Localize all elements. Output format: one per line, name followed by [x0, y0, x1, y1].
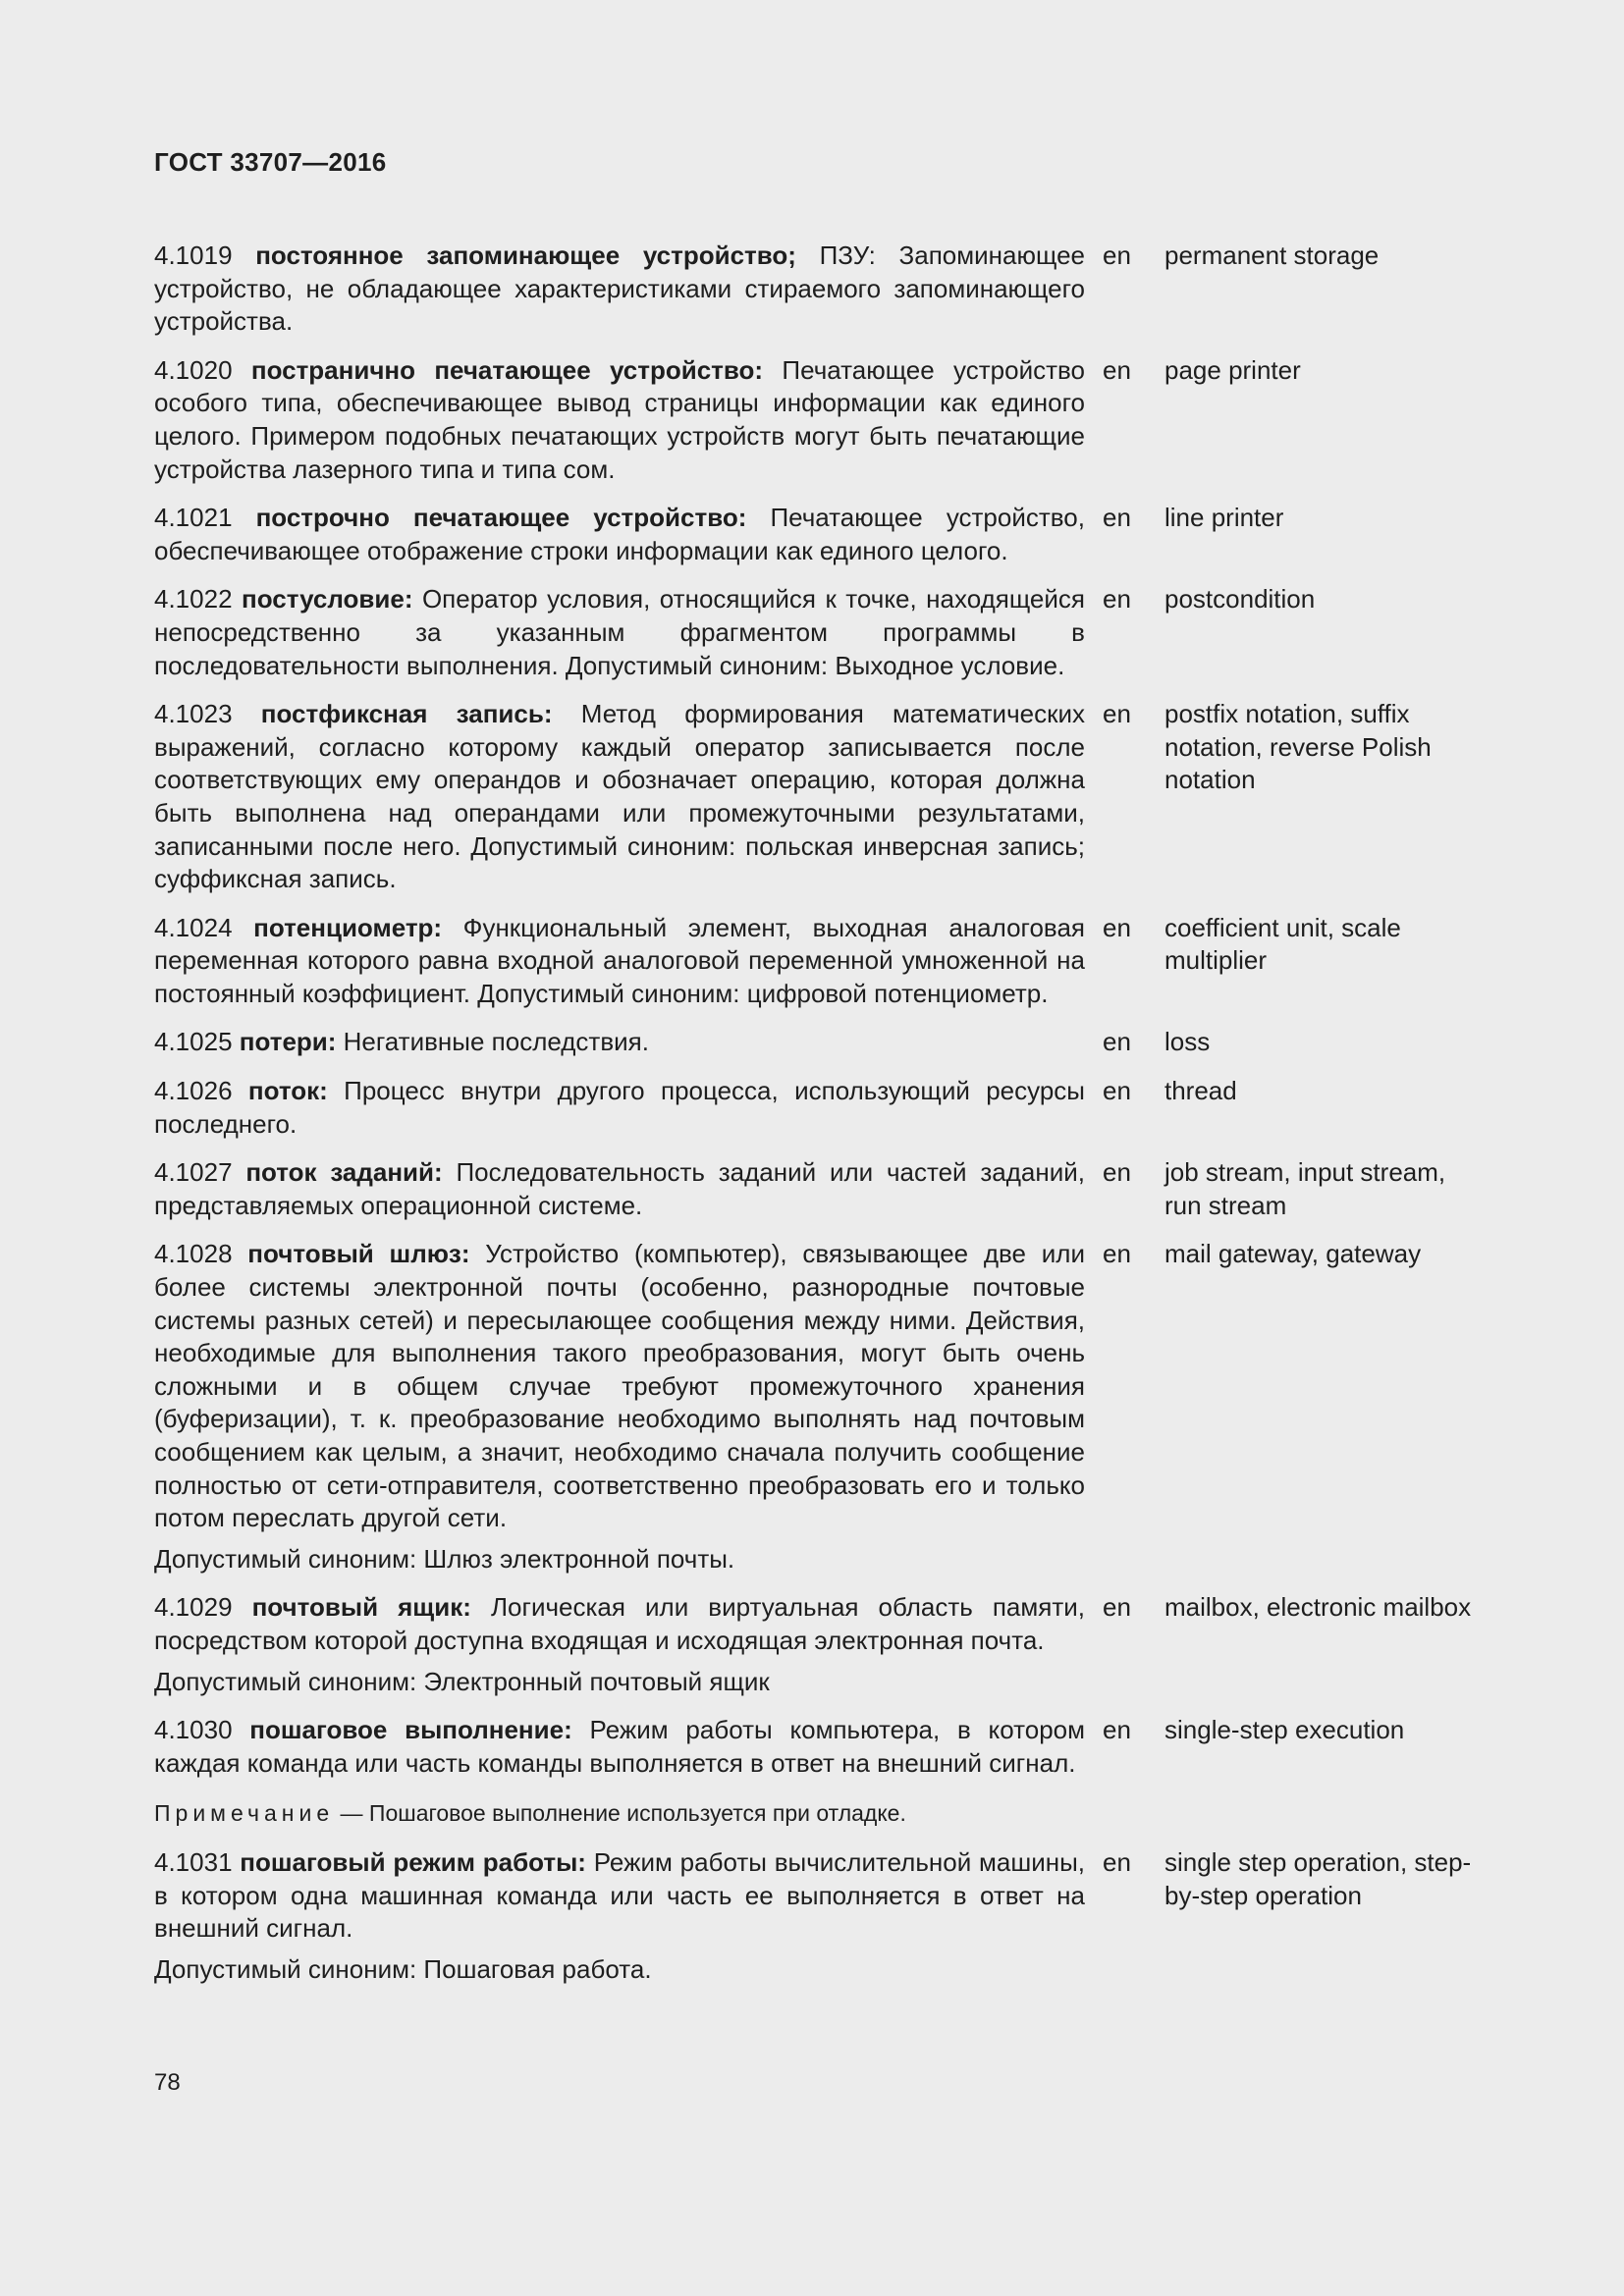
language-code: en — [1103, 503, 1131, 533]
term-entry-4-1022 — [154, 583, 1529, 682]
term-entry-4-1024 — [154, 912, 1529, 1011]
term-text: Последовательность заданий или частей заданий, представляемых операционной системе. — [154, 1157, 1085, 1220]
term-name: построчно печатающее устройство: — [255, 503, 747, 533]
synonym-line: Допустимый синоним: Шлюз электронной почты. — [154, 1543, 735, 1574]
term-number: 4.1024 — [154, 912, 233, 942]
language-code: en — [1103, 1715, 1131, 1745]
term-name: постфиксная запись: — [260, 699, 553, 729]
term-name: потенциометр: — [253, 912, 443, 942]
language-code: en — [1103, 1846, 1131, 1877]
term-name: постранично печатающее устройство: — [250, 354, 764, 385]
note-label: Примечание — [154, 1800, 335, 1827]
term-definition — [154, 1714, 1085, 1831]
term-text: Режим работы вычислительной машины, в котором одна машинная команда или часть ее выполняется в ответ на внешний сигнал. — [154, 1846, 1085, 1944]
term-text: Метод формирования математических выражений, согласно которому каждый оператор записывается после соответствующих ему операндов и обозначает операцию, которая должна быть выполнена над операндами или промежуточными результатами, записанными после него. Допустимый синоним: польская инверсная запись; суффиксная запись. — [154, 699, 1085, 894]
term-definition — [154, 1075, 1085, 1141]
term-definition — [154, 354, 1085, 486]
term-name: пошаговое выполнение: — [249, 1715, 572, 1745]
language-code: en — [1103, 1239, 1131, 1269]
term-definition — [154, 1238, 1085, 1575]
note-text: — Пошаговое выполнение используется при отладке. — [334, 1800, 906, 1827]
english-equivalent: page printer — [1164, 354, 1301, 385]
synonym-line: Допустимый синоним: Пошаговая работа. — [154, 1953, 652, 1984]
term-text: Негативные последствия. — [336, 1027, 649, 1057]
term-definition — [154, 698, 1085, 896]
term-entry-4-1028 — [154, 1238, 1529, 1575]
term-name: постусловие: — [242, 584, 413, 614]
term-entry-4-1031 — [154, 1846, 1529, 1986]
term-text: Оператор условия, относящийся к точке, находящейся непосредственно за указанным фрагментом программы в последовательности выполнения. Допустимый синоним: Выходное условие. — [154, 584, 1085, 680]
term-name: поток заданий: — [245, 1157, 443, 1188]
term-definition — [154, 583, 1085, 682]
term-number: 4.1026 — [154, 1076, 233, 1106]
term-text: Печатающее устройство, обеспечивающее отображение строки информации как единого целого. — [154, 503, 1085, 565]
term-number: 4.1019 — [154, 240, 233, 270]
term-number: 4.1023 — [154, 699, 233, 729]
term-text: Режим работы компьютера, в котором каждая команда или часть команды выполняется в ответ на внешний сигнал. — [154, 1715, 1085, 1778]
term-name: почтовый ящик: — [251, 1592, 471, 1623]
term-number: 4.1030 — [154, 1715, 233, 1745]
page-number: 78 — [154, 2069, 181, 2096]
language-code: en — [1103, 1157, 1131, 1188]
term-definition — [154, 1846, 1085, 1986]
term-text: ПЗУ: Запоминающее устройство, не обладающее характеристиками стираемого запоминающего устройства. — [154, 240, 1085, 337]
language-code: en — [1103, 912, 1131, 942]
term-definition — [154, 912, 1085, 1011]
term-list — [154, 240, 1529, 2002]
term-entry-4-1025 — [154, 1026, 1529, 1059]
english-equivalent: permanent storage — [1164, 240, 1380, 270]
term-name: почтовый шлюз: — [247, 1239, 470, 1269]
document-header: ГОСТ 33707—2016 — [154, 147, 387, 177]
term-number: 4.1028 — [154, 1239, 233, 1269]
language-code: en — [1103, 699, 1131, 729]
english-equivalent: loss — [1164, 1027, 1211, 1057]
term-entry-4-1027 — [154, 1156, 1529, 1222]
language-code: en — [1103, 584, 1131, 614]
term-number: 4.1020 — [154, 354, 233, 385]
english-equivalent: single step operation, step-by-step operation — [1164, 1846, 1472, 1910]
language-code: en — [1103, 1076, 1131, 1106]
term-name: постоянное запоминающее устройство; — [255, 240, 796, 270]
term-entry-4-1029 — [154, 1591, 1529, 1698]
term-number: 4.1029 — [154, 1592, 233, 1623]
term-entry-4-1021 — [154, 502, 1529, 567]
term-entry-4-1026 — [154, 1075, 1529, 1141]
term-text: Логическая или виртуальная область памяти, посредством которой доступна входящая и исходящая электронная почта. — [154, 1592, 1086, 1655]
language-code: en — [1103, 354, 1131, 385]
term-name: пошаговый режим работы: — [240, 1846, 586, 1877]
term-text: Устройство (компьютер), связывающее две или более системы электронной почты (особенно, разнородные почтовые системы разных сетей) и пересылающее сообщения между ними. Действия, необходимые для выполнения такого преобразования, могут быть очень сложными и в общем случае требуют промежуточного хранения (буферизации), т. к. преобразование необходимо выполнять над почтовым сообщением как целым, а значит, необходимо сначала получить сообщение полностью от сети-отправителя, соответственно преобразовать его и только потом переслать другой сети. — [154, 1239, 1085, 1533]
term-text: Печатающее устройство особого типа, обеспечивающее вывод страницы информации как единого целого. Примером подобных печатающих устройств могут быть печатающие устройства лазерного типа и типа сом. — [154, 354, 1085, 484]
term-definition — [154, 1156, 1085, 1222]
term-name: потери: — [239, 1027, 337, 1057]
term-definition — [154, 1026, 1085, 1059]
term-entry-4-1030 — [154, 1714, 1529, 1831]
term-text: Процесс внутри другого процесса, использующий ресурсы последнего. — [154, 1076, 1085, 1139]
term-definition — [154, 1591, 1085, 1698]
term-definition — [154, 240, 1085, 339]
english-equivalent: mailbox, electronic mailbox — [1164, 1592, 1472, 1623]
term-definition — [154, 502, 1085, 567]
term-number: 4.1021 — [154, 503, 233, 533]
english-equivalent: thread — [1164, 1076, 1237, 1106]
term-name: поток: — [247, 1076, 328, 1106]
english-equivalent: postcondition — [1164, 584, 1316, 614]
english-equivalent: postfix notation, suffix notation, reverse Polish notation — [1164, 699, 1432, 795]
term-number: 4.1025 — [154, 1027, 233, 1057]
term-entry-4-1019 — [154, 240, 1529, 339]
term-text: Функциональный элемент, выходная аналоговая переменная которого равна входной аналоговой переменной умноженной на постоянный коэффициент. Допустимый синоним: цифровой потенциометр. — [154, 912, 1085, 1008]
term-number: 4.1027 — [154, 1157, 233, 1188]
english-equivalent: job stream, input stream, run stream — [1164, 1157, 1446, 1220]
english-equivalent: mail gateway, gateway — [1164, 1239, 1422, 1269]
english-equivalent: single-step execution — [1164, 1715, 1405, 1745]
language-code: en — [1103, 240, 1131, 270]
term-entry-4-1020 — [154, 354, 1529, 486]
language-code: en — [1103, 1027, 1131, 1057]
term-number: 4.1031 — [154, 1846, 233, 1877]
language-code: en — [1103, 1592, 1131, 1623]
term-entry-4-1023 — [154, 698, 1529, 896]
term-number: 4.1022 — [154, 584, 233, 614]
note — [154, 1797, 1085, 1831]
english-equivalent: coefficient unit, scale multiplier — [1164, 912, 1401, 976]
english-equivalent: line printer — [1164, 503, 1284, 533]
synonym-line: Допустимый синоним: Электронный почтовый ящик — [154, 1666, 770, 1696]
